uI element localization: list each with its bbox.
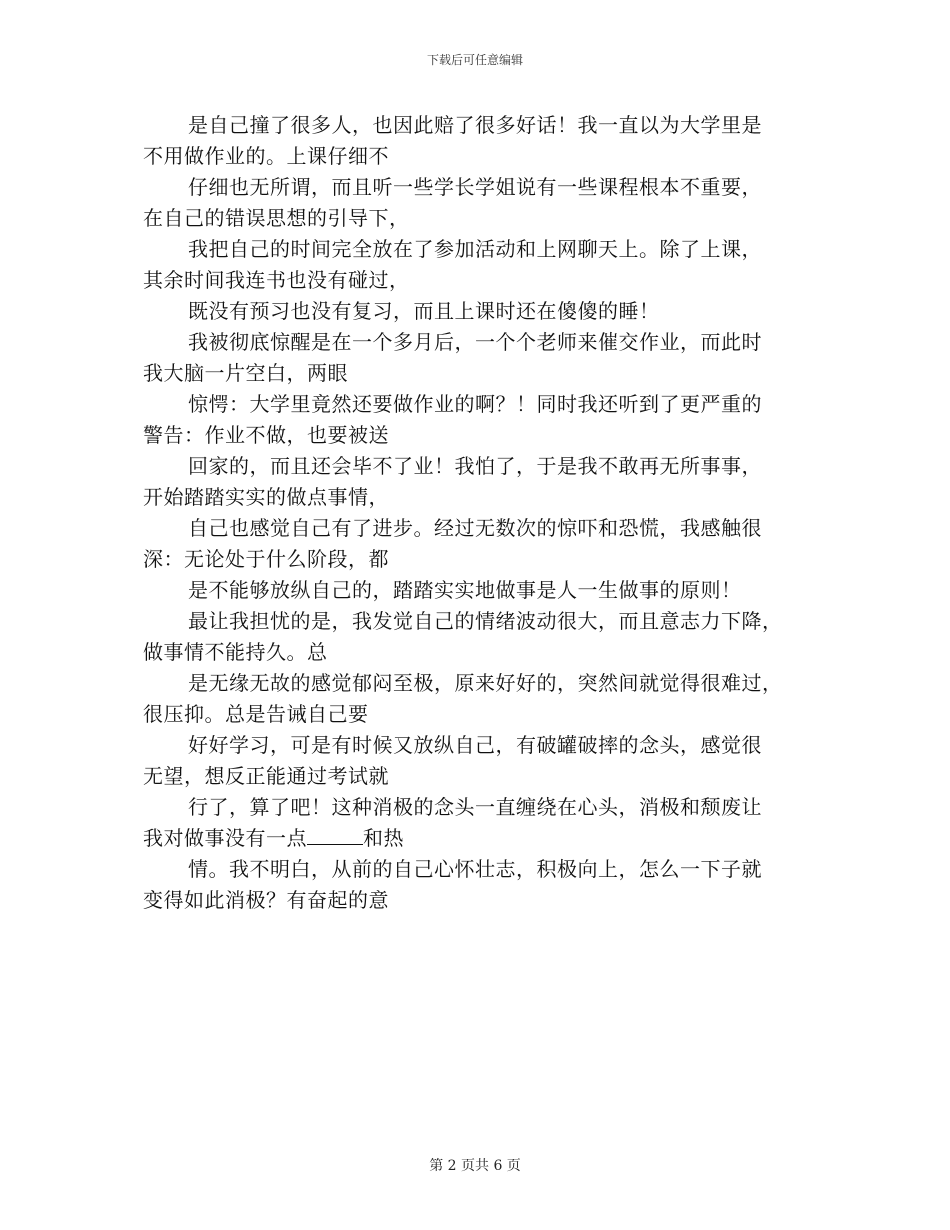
paragraph-line: 无望，想反正能通过考试就	[143, 764, 389, 788]
paragraph-line: 深：无论处于什么阶段，都	[143, 547, 389, 571]
paragraph-line: 不用做作业的。上课仔细不	[143, 144, 389, 168]
paragraph	[143, 575, 807, 606]
paragraph-line: 是不能够放纵自己的，踏踏实实地做事是人一生做事的原则！	[188, 578, 742, 602]
body-text	[143, 110, 807, 916]
paragraph-text: 我对做事没有一点	[143, 826, 307, 850]
paragraph-line: 其余时间我连书也没有碰过，	[143, 268, 410, 292]
paragraph-line: 情。我不明白，从前的自己心怀壮志，积极向上，怎么一下子就	[188, 857, 762, 881]
page-header: 下载后可任意编辑	[426, 53, 523, 67]
paragraph-line: 惊愕：大学里竟然还要做作业的啊？！同时我还听到了更严重的	[188, 392, 762, 416]
fill-in-blank	[307, 826, 363, 845]
paragraph	[143, 513, 807, 575]
paragraph	[143, 854, 807, 916]
paragraph-line: 开始踏踏实实的做点事情，	[143, 485, 389, 509]
paragraph	[143, 730, 807, 792]
paragraph-line: 警告：作业不做，也要被送	[143, 423, 389, 447]
paragraph-line: 回家的，而且还会毕不了业！我怕了，于是我不敢再无所事事，	[188, 454, 762, 478]
paragraph-line: 行了，算了吧！这种消极的念头一直缠绕在心头，消极和颓废让	[188, 795, 762, 819]
paragraph	[143, 172, 807, 234]
paragraph-line: 既没有预习也没有复习，而且上课时还在傻傻的睡！	[188, 299, 660, 323]
paragraph-line: 最让我担忧的是，我发觉自己的情绪波动很大，而且意志力下降，	[188, 609, 783, 633]
paragraph-line: 做事情不能持久。总	[143, 640, 328, 664]
paragraph-line: 是自己撞了很多人，也因此赔了很多好话！我一直以为大学里是	[188, 113, 762, 137]
paragraph-line: 好好学习，可是有时候又放纵自己，有破罐破摔的念头，感觉很	[188, 733, 762, 757]
paragraph-line-with-blank	[143, 823, 807, 854]
paragraph	[143, 668, 807, 730]
paragraph	[143, 234, 807, 296]
paragraph-line: 自己也感觉自己有了进步。经过无数次的惊吓和恐慌，我感触很	[188, 516, 762, 540]
paragraph	[143, 389, 807, 451]
paragraph	[143, 110, 807, 172]
paragraph	[143, 296, 807, 327]
paragraph-line: 我被彻底惊醒是在一个多月后，一个个老师来催交作业，而此时	[188, 330, 762, 354]
paragraph	[143, 327, 807, 389]
paragraph	[143, 451, 807, 513]
paragraph-line: 是无缘无故的感觉郁闷至极，原来好好的，突然间就觉得很难过，	[188, 671, 783, 695]
paragraph-line: 变得如此消极？有奋起的意	[143, 888, 389, 912]
page-footer: 第 2 页共 6 页	[429, 1158, 521, 1174]
paragraph-line: 我把自己的时间完全放在了参加活动和上网聊天上。除了上课，	[188, 237, 762, 261]
paragraph	[143, 606, 807, 668]
paragraph-line: 仔细也无所谓，而且听一些学长学姐说有一些课程根本不重要，	[188, 175, 762, 199]
paragraph-line: 在自己的错误思想的引导下，	[143, 206, 410, 230]
paragraph-line: 我大脑一片空白，两眼	[143, 361, 348, 385]
paragraph-line: 很压抑。总是告诫自己要	[143, 702, 369, 726]
paragraph-text: 和热	[363, 826, 404, 850]
paragraph	[143, 792, 807, 854]
